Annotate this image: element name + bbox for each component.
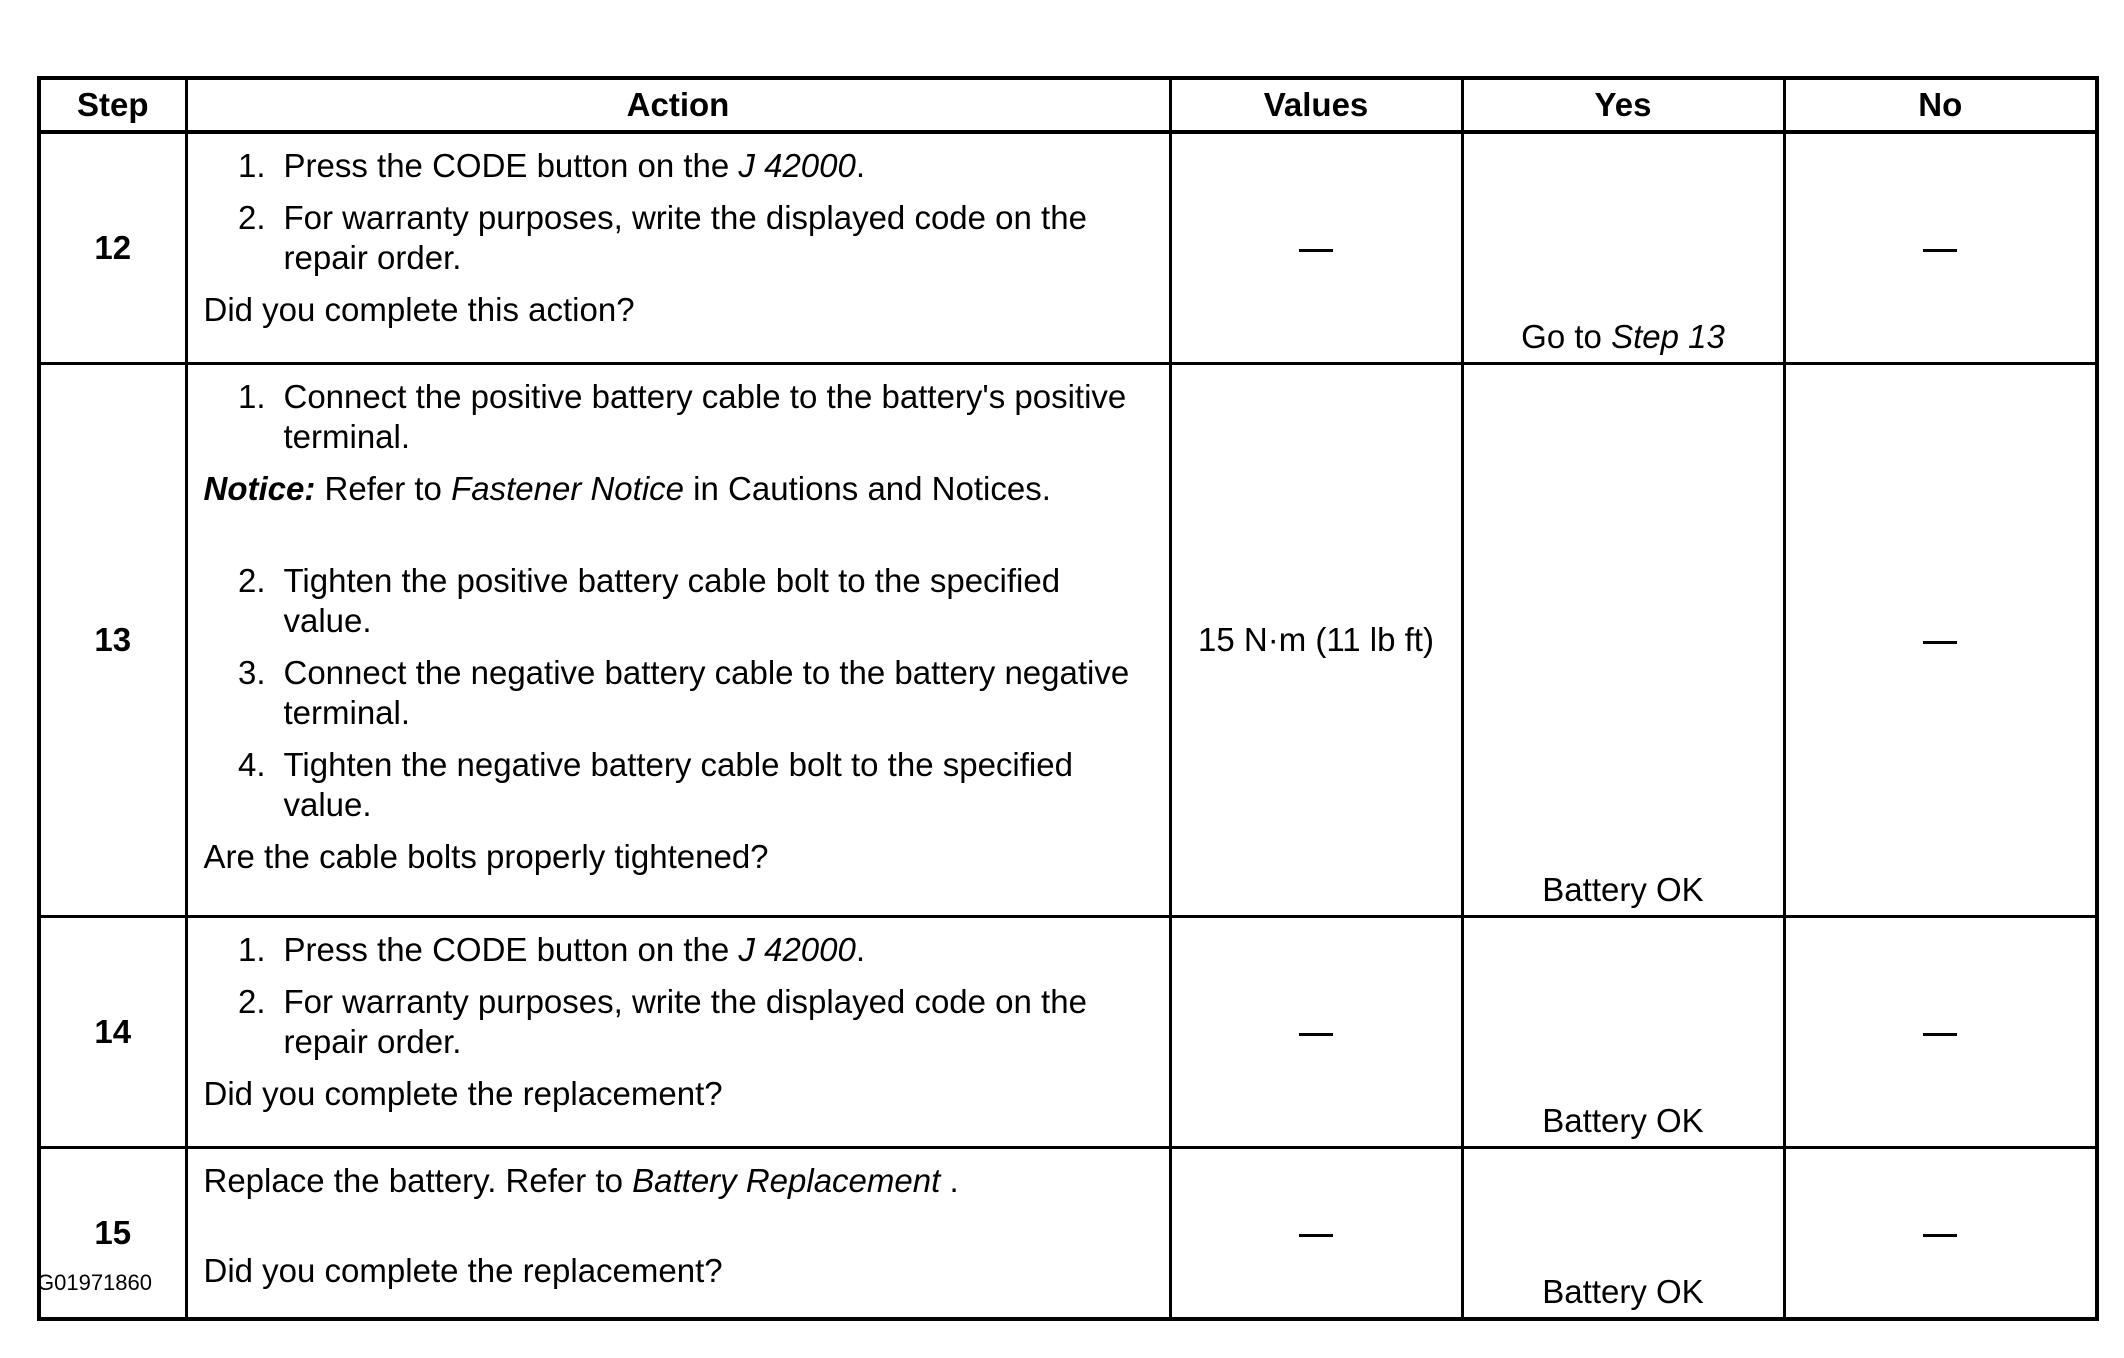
replace-instruction (204, 1161, 1153, 1201)
action-step (204, 377, 1153, 457)
step-item-text: Tighten the negative battery cable bolt to the specified value. (283, 746, 1073, 823)
dash-mark (1299, 1234, 1333, 1237)
no-cell (1784, 132, 2097, 364)
question-text: Did you complete the replacement? (203, 1075, 723, 1112)
dash-mark (1299, 249, 1333, 252)
question-text: Are the cable bolts properly tightened? (203, 838, 769, 875)
step-item-number: 2. (237, 562, 266, 599)
header-row (39, 78, 2097, 132)
dash-mark (1923, 1033, 1957, 1036)
step-number: 15 (39, 1148, 186, 1320)
step-item-number: 4. (237, 746, 266, 783)
procedure-reference[interactable]: Battery Replacement (632, 1162, 941, 1199)
yes-cell (1462, 132, 1784, 364)
text-part: Press the CODE button on the (283, 147, 739, 184)
step-number: 14 (39, 917, 186, 1148)
yes-cell: Battery OK (1462, 917, 1784, 1148)
table-row (39, 132, 2097, 364)
action-steps (204, 561, 1153, 825)
action-step (204, 653, 1153, 733)
notice-text (204, 469, 1153, 509)
question-text: Did you complete this action? (203, 291, 635, 328)
action-steps (204, 930, 1153, 1062)
text-part: Press the CODE button on the (283, 931, 739, 968)
notice-reference[interactable]: Fastener Notice (451, 470, 685, 507)
no-cell (1784, 1148, 2097, 1320)
action-step (204, 982, 1153, 1062)
step-item-number: 2. (237, 983, 266, 1020)
text-part: . (855, 147, 866, 184)
step-item-number: 3. (237, 654, 266, 691)
yes-cell: Battery OK (1462, 1148, 1784, 1320)
values-cell (1170, 1148, 1462, 1320)
no-cell (1784, 917, 2097, 1148)
step-item-number: 1. (237, 931, 266, 968)
step-item-number: 1. (237, 147, 266, 184)
action-steps (204, 377, 1153, 457)
figure-id: G01971860 (37, 1270, 152, 1295)
step-item-text: For warranty purposes, write the displayed code on the repair order. (283, 983, 1087, 1060)
step-item-text (284, 930, 1153, 970)
action-step (204, 745, 1153, 825)
header-yes: Yes (1462, 78, 1784, 132)
text-part: . (855, 931, 866, 968)
step-item-number: 1. (237, 378, 266, 415)
action-steps (204, 146, 1153, 278)
step-item-number: 2. (237, 199, 266, 236)
step-number: 13 (39, 364, 186, 917)
header-values: Values (1170, 78, 1462, 132)
diagnostic-table (37, 76, 2099, 1321)
action-cell (186, 1148, 1170, 1320)
step-link[interactable]: Step 13 (1611, 318, 1725, 355)
step-item-text: Connect the negative battery cable to the battery negative terminal. (283, 654, 1130, 731)
values-cell: 15 N·m (11 lb ft) (1170, 364, 1462, 917)
dash-mark (1923, 1234, 1957, 1237)
question-text: Did you complete the replacement? (203, 1252, 723, 1289)
action-cell (186, 132, 1170, 364)
table-row (39, 1148, 2097, 1320)
dash-mark (1923, 249, 1957, 252)
header-step: Step (39, 78, 186, 132)
text-part: Replace the battery. Refer to (203, 1162, 633, 1199)
action-step (204, 561, 1153, 641)
header-action: Action (186, 78, 1170, 132)
action-step (204, 146, 1153, 186)
yes-cell: Battery OK (1462, 364, 1784, 917)
table-row (39, 364, 2097, 917)
tool-reference: J 42000 (738, 147, 856, 184)
action-step (204, 930, 1153, 970)
header-no: No (1784, 78, 2097, 132)
values-cell (1170, 917, 1462, 1148)
step-item-text (284, 146, 1153, 186)
step-item-text: Tighten the positive battery cable bolt to the specified value. (283, 562, 1061, 639)
tool-reference: J 42000 (738, 931, 856, 968)
values-cell (1170, 132, 1462, 364)
action-cell (186, 917, 1170, 1148)
text-part: Refer to (315, 470, 452, 507)
action-step (204, 198, 1153, 278)
text-part: in Cautions and Notices. (684, 470, 1051, 507)
step-item-text: For warranty purposes, write the displayed code on the repair order. (283, 199, 1087, 276)
notice-label: Notice: (203, 470, 316, 507)
no-cell (1784, 364, 2097, 917)
text-part: . (940, 1162, 959, 1199)
dash-mark (1923, 641, 1957, 644)
step-number: 12 (39, 132, 186, 364)
yes-text: Go to (1521, 318, 1612, 355)
table-row (39, 917, 2097, 1148)
step-item-text: Connect the positive battery cable to the battery's positive terminal. (283, 378, 1127, 455)
dash-mark (1299, 1033, 1333, 1036)
action-cell (186, 364, 1170, 917)
